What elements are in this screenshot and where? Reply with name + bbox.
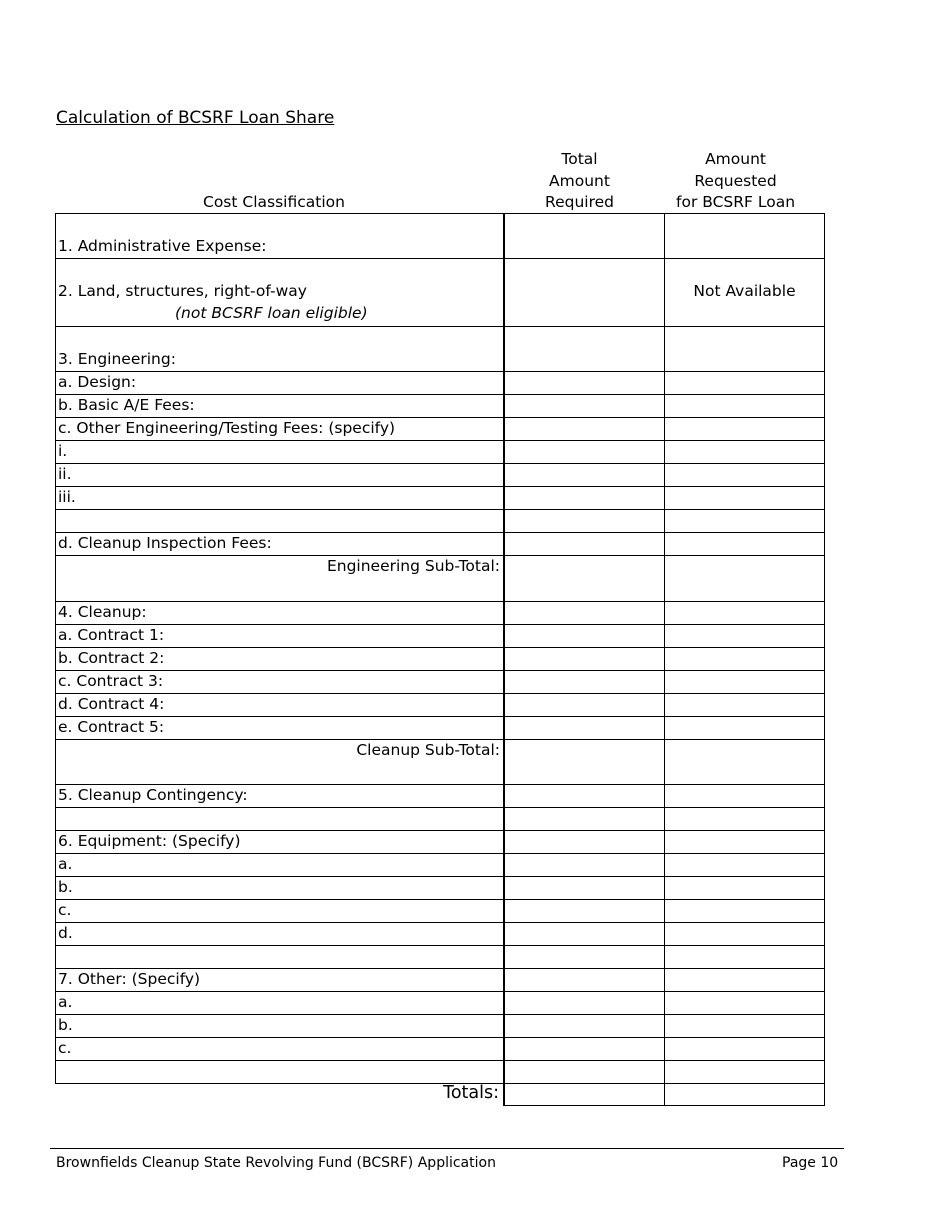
cost-item-label: 6. Equipment: (Specify) <box>58 832 241 850</box>
cost-classification-cell <box>55 394 503 417</box>
cost-classification-cell <box>55 555 503 601</box>
amount-requested-cell[interactable] <box>664 1060 825 1083</box>
cost-classification-cell <box>55 693 503 716</box>
total-amount-required-cell[interactable] <box>503 922 664 945</box>
table-row <box>55 739 825 784</box>
cost-classification-cell <box>55 326 503 371</box>
cost-item-label: 5. Cleanup Contingency: <box>58 786 248 804</box>
amount-requested-cell[interactable] <box>664 853 825 876</box>
total-amount-required-cell[interactable] <box>503 509 664 532</box>
amount-requested-cell[interactable] <box>664 486 825 509</box>
cost-item-label: c. <box>58 1039 72 1057</box>
cost-item-label: c. Contract 3: <box>58 672 164 690</box>
total-amount-required-cell[interactable] <box>503 830 664 853</box>
subtotal-label: Cleanup Sub-Total: <box>356 741 500 759</box>
cost-item-label: b. Basic A/E Fees: <box>58 396 195 414</box>
table-row <box>55 326 825 371</box>
total-amount-required-cell[interactable] <box>503 784 664 807</box>
table-row <box>55 899 825 922</box>
cost-classification-cell <box>55 440 503 463</box>
cost-item-label: a. Design: <box>58 373 137 391</box>
total-amount-required-cell[interactable] <box>503 693 664 716</box>
cost-classification-cell <box>55 371 503 394</box>
total-amount-required-cell[interactable] <box>503 326 664 371</box>
amount-requested-cell[interactable] <box>664 807 825 830</box>
cost-item-note: (not BCSRF loan eligible) <box>175 304 368 322</box>
cost-item-label: c. <box>58 901 72 919</box>
cost-classification-cell <box>55 945 503 968</box>
totals-amount-required-cell[interactable] <box>503 1083 664 1105</box>
amount-requested-cell[interactable] <box>664 417 825 440</box>
cost-classification-cell <box>55 968 503 991</box>
cost-classification-cell <box>55 876 503 899</box>
cost-item-label: iii. <box>58 488 76 506</box>
total-amount-required-cell[interactable] <box>503 968 664 991</box>
table-row <box>55 417 825 440</box>
table-row <box>55 555 825 601</box>
header-total-amount-required: Total Amount Required <box>545 150 614 211</box>
amount-requested-cell[interactable] <box>664 784 825 807</box>
amount-requested-cell[interactable] <box>664 830 825 853</box>
total-amount-required-cell[interactable] <box>503 532 664 555</box>
amount-requested-cell[interactable] <box>664 326 825 371</box>
cost-classification-cell <box>55 647 503 670</box>
cost-classification-cell <box>55 991 503 1014</box>
cost-classification-cell <box>55 784 503 807</box>
total-amount-required-cell[interactable] <box>503 876 664 899</box>
header-amount-requested: Amount Requested for BCSRF Loan <box>676 150 796 211</box>
total-amount-required-cell[interactable] <box>503 739 664 784</box>
amount-requested-cell[interactable] <box>664 716 825 739</box>
table-row <box>55 371 825 394</box>
cost-classification-cell <box>55 486 503 509</box>
page-title: Calculation of BCSRF Loan Share <box>56 108 335 128</box>
cost-item-label: b. Contract 2: <box>58 649 165 667</box>
table-row <box>55 624 825 647</box>
cost-item-label: 7. Other: (Specify) <box>58 970 201 988</box>
cost-classification-cell <box>55 258 503 326</box>
table-row <box>55 601 825 624</box>
cost-classification-cell <box>55 830 503 853</box>
amount-requested-cell[interactable] <box>664 463 825 486</box>
amount-requested-cell[interactable] <box>664 371 825 394</box>
cost-item-label: a. <box>58 993 73 1011</box>
cost-item-label: ii. <box>58 465 72 483</box>
cost-item-label: 3. Engineering: <box>58 350 176 368</box>
table-row <box>55 784 825 807</box>
total-amount-required-cell[interactable] <box>503 899 664 922</box>
total-amount-required-cell[interactable] <box>503 853 664 876</box>
cost-classification-cell <box>55 716 503 739</box>
table-row <box>55 509 825 532</box>
table-row <box>55 440 825 463</box>
cost-classification-cell <box>55 463 503 486</box>
cost-classification-cell <box>55 1014 503 1037</box>
amount-requested-cell[interactable] <box>664 258 825 326</box>
amount-requested-cell[interactable] <box>664 624 825 647</box>
total-amount-required-cell[interactable] <box>503 624 664 647</box>
cost-item-label: a. Contract 1: <box>58 626 165 644</box>
amount-requested-cell[interactable] <box>664 922 825 945</box>
total-amount-required-cell[interactable] <box>503 213 664 258</box>
total-amount-required-cell[interactable] <box>503 647 664 670</box>
cost-item-label: 1. Administrative Expense: <box>58 237 267 255</box>
table-row <box>55 853 825 876</box>
total-amount-required-cell[interactable] <box>503 1014 664 1037</box>
amount-requested-cell[interactable] <box>664 991 825 1014</box>
cost-classification-cell <box>55 601 503 624</box>
table-row <box>55 394 825 417</box>
table-row <box>55 693 825 716</box>
total-amount-required-cell[interactable] <box>503 486 664 509</box>
table-row <box>55 807 825 830</box>
footer-page-number: Page 10 <box>782 1155 839 1171</box>
amount-requested-cell[interactable] <box>664 739 825 784</box>
amount-requested-cell[interactable] <box>664 601 825 624</box>
cost-item-label: 4. Cleanup: <box>58 603 147 621</box>
cost-classification-cell <box>55 532 503 555</box>
not-available-text: Not Available <box>693 282 796 300</box>
table-row <box>55 213 825 258</box>
amount-requested-cell[interactable] <box>664 440 825 463</box>
cost-classification-cell <box>55 417 503 440</box>
total-amount-required-cell[interactable] <box>503 991 664 1014</box>
total-amount-required-cell[interactable] <box>503 394 664 417</box>
amount-requested-cell[interactable] <box>664 1037 825 1060</box>
cost-classification-cell <box>55 922 503 945</box>
cost-item-label: d. <box>58 924 73 942</box>
table-row <box>55 670 825 693</box>
cost-item-label: d. Contract 4: <box>58 695 165 713</box>
table-row <box>55 463 825 486</box>
total-amount-required-cell[interactable] <box>503 670 664 693</box>
total-amount-required-cell[interactable] <box>503 417 664 440</box>
subtotal-label: Engineering Sub-Total: <box>326 557 500 575</box>
table-row <box>55 945 825 968</box>
amount-requested-cell[interactable] <box>664 968 825 991</box>
amount-requested-cell[interactable] <box>664 555 825 601</box>
table-row <box>55 968 825 991</box>
table-row <box>55 486 825 509</box>
total-amount-required-cell[interactable] <box>503 463 664 486</box>
cost-classification-cell <box>55 807 503 830</box>
cost-item-label: b. <box>58 878 73 896</box>
table-border-right <box>824 213 825 1106</box>
total-amount-required-cell[interactable] <box>503 1060 664 1083</box>
column-divider-2 <box>664 213 665 1106</box>
table-row <box>55 922 825 945</box>
total-amount-required-cell[interactable] <box>503 601 664 624</box>
cost-classification-cell <box>55 899 503 922</box>
loan-share-table <box>55 213 825 1106</box>
cost-item-label: c. Other Engineering/Testing Fees: (specify) <box>58 419 396 437</box>
cost-classification-cell <box>55 853 503 876</box>
footer-divider <box>50 1148 844 1149</box>
table-row <box>55 830 825 853</box>
amount-requested-cell[interactable] <box>664 670 825 693</box>
total-amount-required-cell[interactable] <box>503 807 664 830</box>
table-row <box>55 532 825 555</box>
amount-requested-cell[interactable] <box>664 876 825 899</box>
table-row <box>55 1014 825 1037</box>
amount-requested-cell[interactable] <box>664 647 825 670</box>
cost-item-label: d. Cleanup Inspection Fees: <box>58 534 272 552</box>
cost-classification-cell <box>55 509 503 532</box>
cost-item-label: i. <box>58 442 68 460</box>
total-amount-required-cell[interactable] <box>503 258 664 326</box>
amount-requested-cell[interactable] <box>664 693 825 716</box>
amount-requested-cell[interactable] <box>664 509 825 532</box>
total-amount-required-cell[interactable] <box>503 440 664 463</box>
total-amount-required-cell[interactable] <box>503 1037 664 1060</box>
table-row <box>55 1037 825 1060</box>
table-row <box>55 1060 825 1083</box>
cost-classification-cell <box>55 624 503 647</box>
total-amount-required-cell[interactable] <box>503 371 664 394</box>
table-border-left <box>55 213 56 1084</box>
amount-requested-cell[interactable] <box>664 394 825 417</box>
cost-item-label: 2. Land, structures, right-of-way <box>58 282 307 300</box>
table-row <box>55 991 825 1014</box>
cost-classification-cell <box>55 1060 503 1083</box>
column-divider-1 <box>503 213 505 1106</box>
cost-item-label: b. <box>58 1016 73 1034</box>
total-amount-required-cell[interactable] <box>503 555 664 601</box>
total-amount-required-cell[interactable] <box>503 716 664 739</box>
footer-document-title: Brownfields Cleanup State Revolving Fund (BCSRF) Application <box>56 1155 496 1171</box>
table-row <box>55 647 825 670</box>
amount-requested-cell[interactable] <box>664 213 825 258</box>
total-amount-required-cell[interactable] <box>503 945 664 968</box>
table-row <box>55 876 825 899</box>
amount-requested-cell[interactable] <box>664 899 825 922</box>
totals-label: Totals: <box>443 1083 499 1103</box>
cost-classification-cell <box>55 739 503 784</box>
cost-classification-cell <box>55 1037 503 1060</box>
cost-classification-cell <box>55 670 503 693</box>
cost-classification-cell <box>55 213 503 258</box>
cost-item-label: a. <box>58 855 73 873</box>
amount-requested-cell[interactable] <box>664 945 825 968</box>
totals-amount-requested-cell[interactable] <box>664 1083 825 1105</box>
table-row <box>55 258 825 326</box>
amount-requested-cell[interactable] <box>664 1014 825 1037</box>
table-row <box>55 716 825 739</box>
amount-requested-cell[interactable] <box>664 532 825 555</box>
header-cost-classification: Cost Classification <box>203 193 345 211</box>
cost-item-label: e. Contract 5: <box>58 718 165 736</box>
